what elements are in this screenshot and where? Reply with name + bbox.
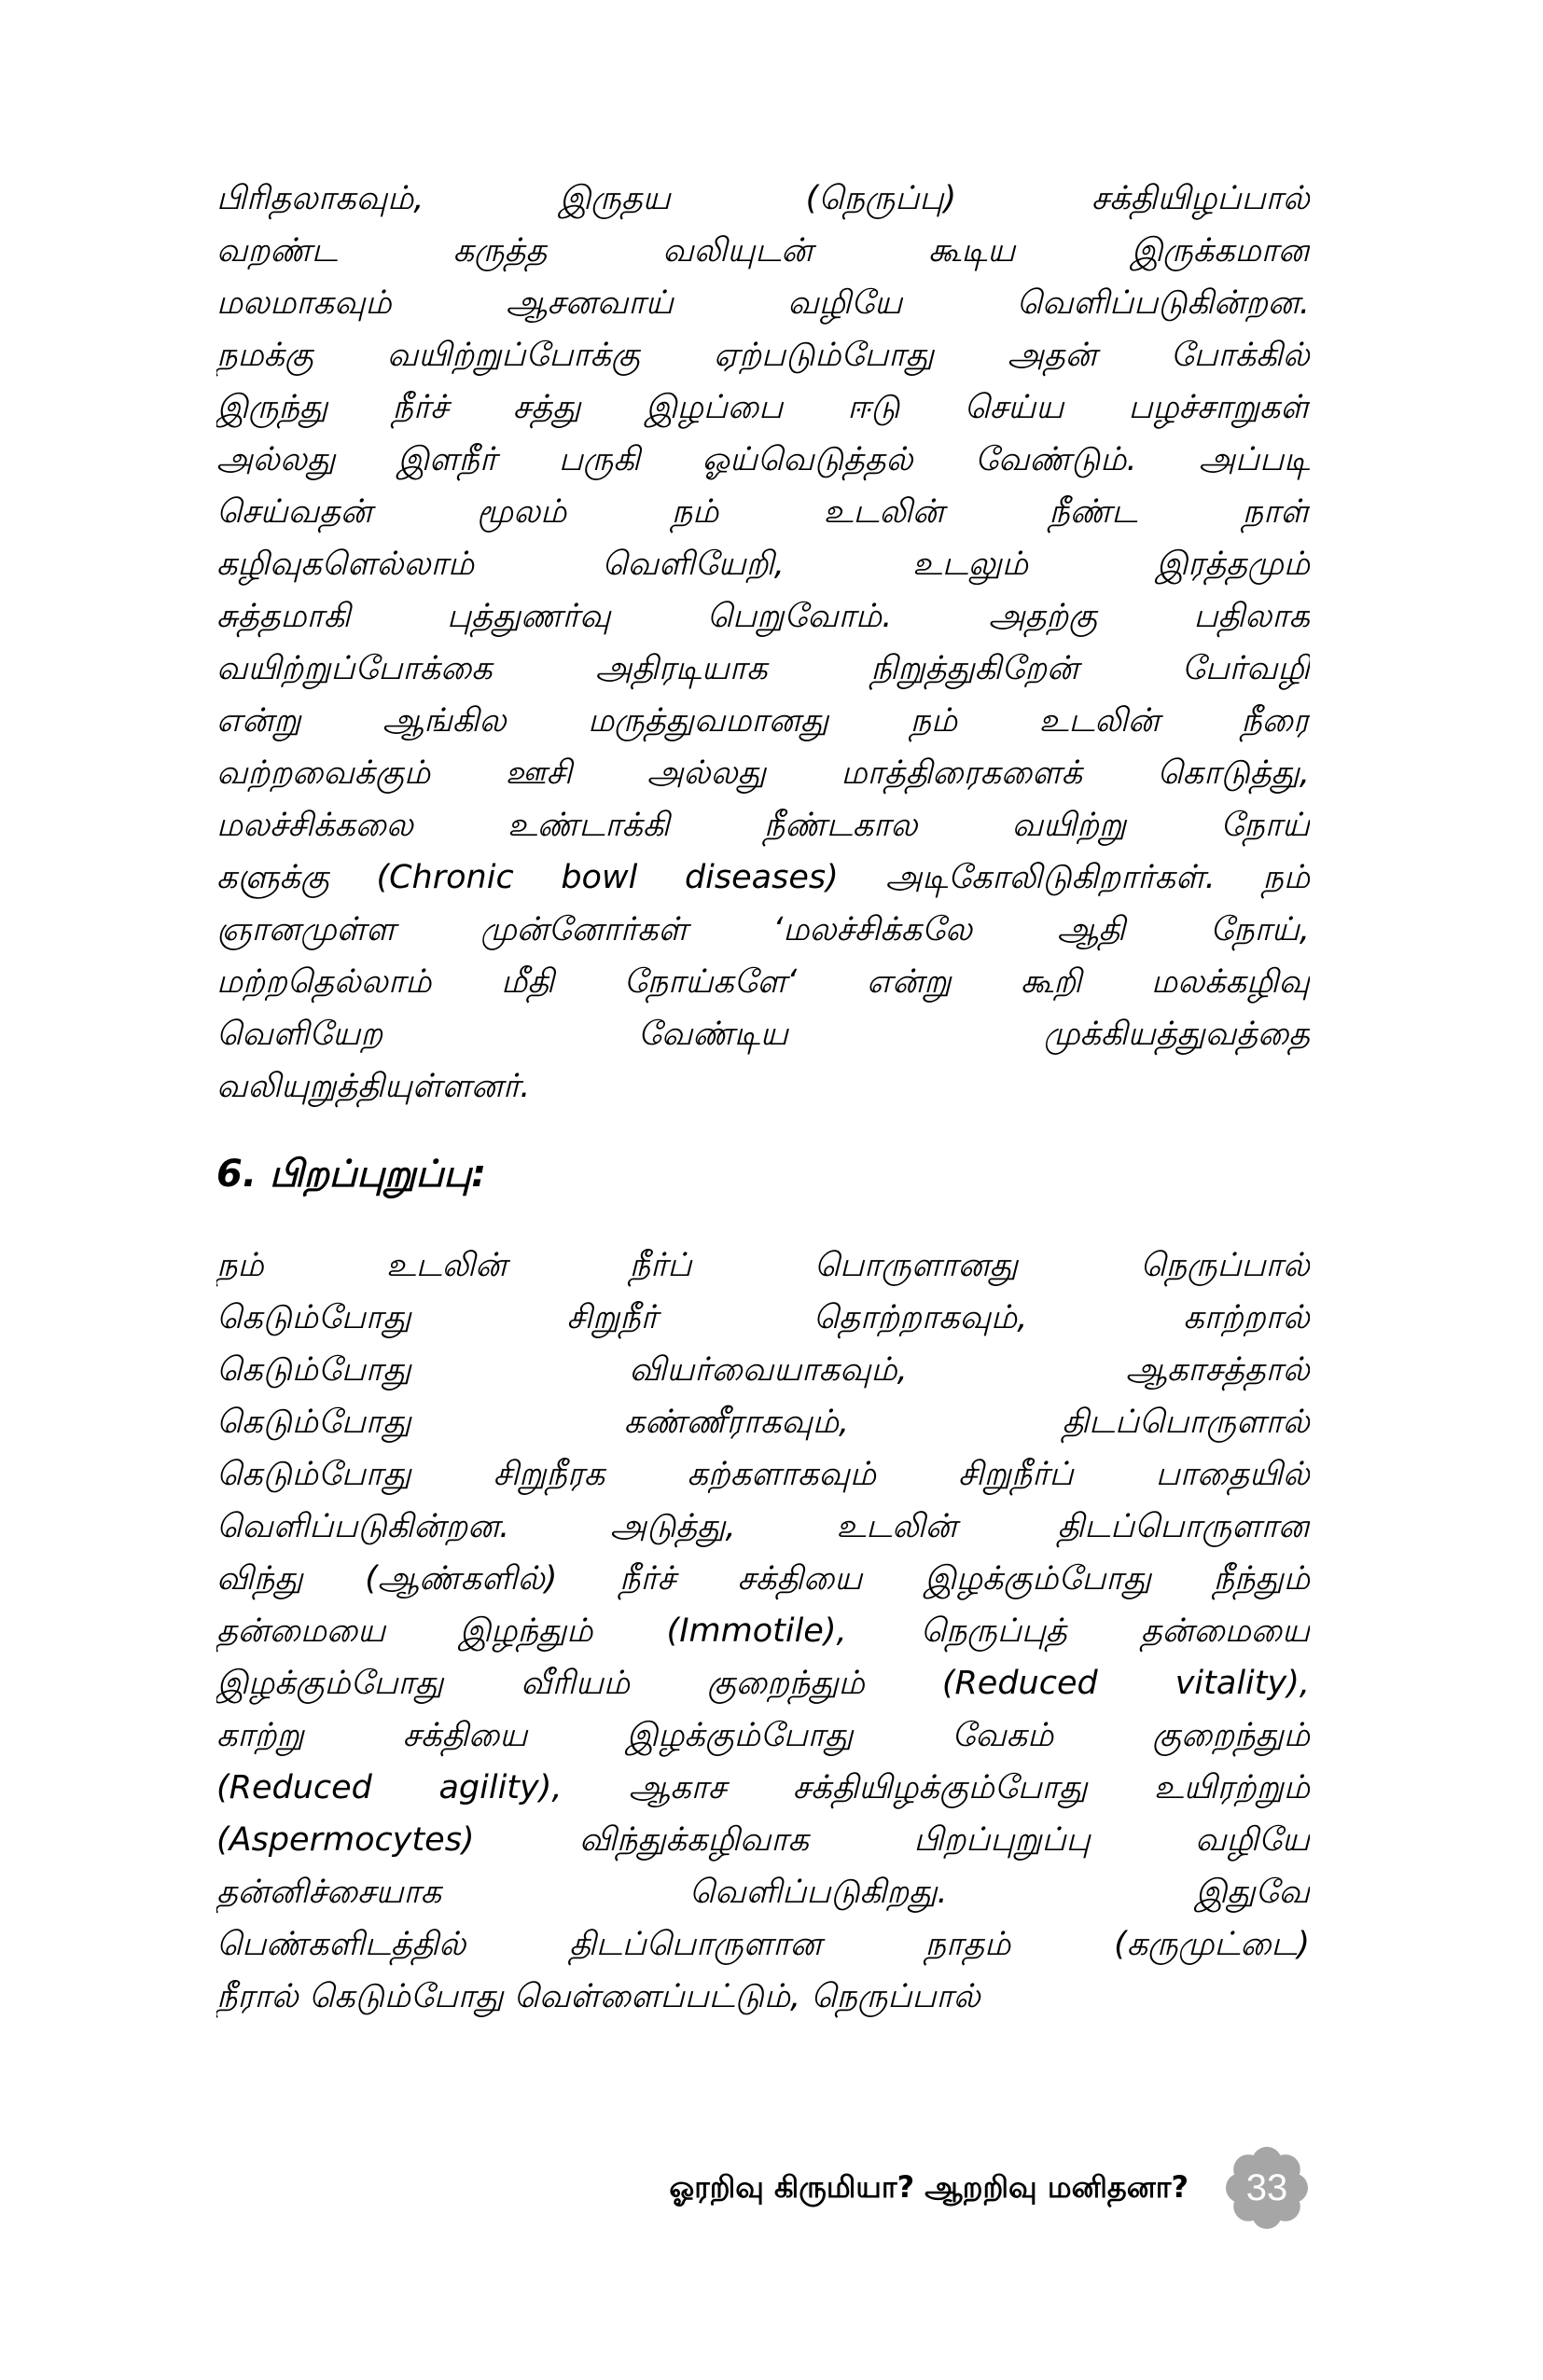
text-line: மலமாகவும் ஆசனவாய் வழியே வெளிப்படுகின்றன. xyxy=(216,284,1310,322)
text-line: கெடும்போது கண்ணீராகவும், திடப்பொருளால் xyxy=(216,1404,1310,1441)
text-line: நம் உடலின் நீர்ப் பொருளானது நெருப்பால் xyxy=(216,1247,1310,1284)
page-footer xyxy=(216,2136,1310,2238)
text-line: நமக்கு வயிற்றுப்போக்கு ஏற்படும்போது அதன் போக்கில் xyxy=(216,337,1310,374)
text-line: பெண்களிடத்தில் திடப்பொருளான நாதம் (கருமுட்டை) xyxy=(216,1926,1310,1963)
page-number-badge xyxy=(1224,2145,1310,2231)
text-line: மற்றதெல்லாம் மீதி நோய்களே‘ என்று கூறி மலக்கழிவு xyxy=(216,963,1310,1001)
text-line: வெளியேற வேண்டிய முக்கியத்துவத்தை xyxy=(216,1016,1310,1053)
text-line: கழிவுகளெல்லாம் வெளியேறி, உடலும் இரத்தமும் xyxy=(216,546,1310,583)
text-line: அல்லது இளநீர் பருகி ஓய்வெடுத்தல் வேண்டும். அப்படி xyxy=(216,441,1310,478)
text-line: காற்று சக்தியை இழக்கும்போது வேகம் குறைந்தும் xyxy=(216,1717,1310,1754)
text-line: களுக்கு (Chronic bowl diseases) அடிகோலிடுகிறார்கள். நம் xyxy=(216,859,1310,896)
text-line: வலியுறுத்தியுள்ளனர். xyxy=(216,1068,531,1105)
text-line: விந்து (ஆண்களில்) நீர்ச் சக்தியை இழக்கும்போது நீந்தும் xyxy=(216,1560,1310,1598)
text-line: வறண்ட கருத்த வலியுடன் கூடிய இருக்கமான xyxy=(216,232,1310,270)
text-line: என்று ஆங்கில மருத்துவமானது நம் உடலின் நீரை xyxy=(216,702,1310,740)
text-line: (Reduced agility), ஆகாச சக்தியிழக்கும்போது உயிரற்றும் xyxy=(216,1769,1310,1806)
text-line: தன்னிச்சையாக வெளிப்படுகிறது. இதுவே xyxy=(216,1874,1310,1911)
text-line: இருந்து நீர்ச் சத்து இழப்பை ஈடு செய்ய பழச்சாறுகள் xyxy=(216,389,1310,426)
text-line: பிரிதலாகவும், இருதய (நெருப்பு) சக்தியிழப்பால் xyxy=(216,180,1310,217)
text-line: கெடும்போது வியர்வையாகவும், ஆகாசத்தால் xyxy=(216,1351,1310,1389)
text-line: ஞானமுள்ள முன்னோர்கள் ‘மலச்சிக்கலே ஆதி நோய், xyxy=(216,911,1310,948)
text-line: (Aspermocytes) விந்துக்கழிவாக பிறப்புறுப்பு வழியே xyxy=(216,1821,1310,1859)
text-line: தன்மையை இழந்தும் (Immotile), நெருப்புத் தன்மையை xyxy=(216,1612,1310,1650)
paragraph-1 xyxy=(216,173,1310,1113)
text-line: நீரால் கெடும்போது வெள்ளைப்பட்டும், நெருப்பால் xyxy=(216,1978,980,2015)
text-line: இழக்கும்போது வீரியம் குறைந்தும் (Reduced vitality), xyxy=(216,1665,1310,1702)
book-title: ஓரறிவு கிருமியா? ஆறறிவு மனிதனா? xyxy=(669,2169,1189,2205)
text-line: கெடும்போது சிறுநீர் தொற்றாகவும், காற்றால் xyxy=(216,1299,1310,1336)
section-heading: 6. பிறப்புறுப்பு: xyxy=(216,1153,487,1196)
text-line: கெடும்போது சிறுநீரக கற்களாகவும் சிறுநீர்ப் பாதையில் xyxy=(216,1456,1310,1493)
page-body xyxy=(216,173,1310,2023)
text-line: செய்வதன் மூலம் நம் உடலின் நீண்ட நாள் xyxy=(216,493,1310,531)
text-line: சுத்தமாகி புத்துணர்வு பெறுவோம். அதற்கு பதிலாக xyxy=(216,598,1310,635)
text-line: மலச்சிக்கலை உண்டாக்கி நீண்டகால வயிற்று நோய் xyxy=(216,807,1310,844)
text-line: வயிற்றுப்போக்கை அதிரடியாக நிறுத்துகிறேன் பேர்வழி xyxy=(216,650,1310,687)
text-line: வற்றவைக்கும் ஊசி அல்லது மாத்திரைகளைக் கொடுத்து, xyxy=(216,754,1310,792)
page-number: 33 xyxy=(1245,2167,1288,2208)
text-line: வெளிப்படுகின்றன. அடுத்து, உடலின் திடப்பொருளான xyxy=(216,1508,1310,1545)
paragraph-2 xyxy=(216,1239,1310,2023)
